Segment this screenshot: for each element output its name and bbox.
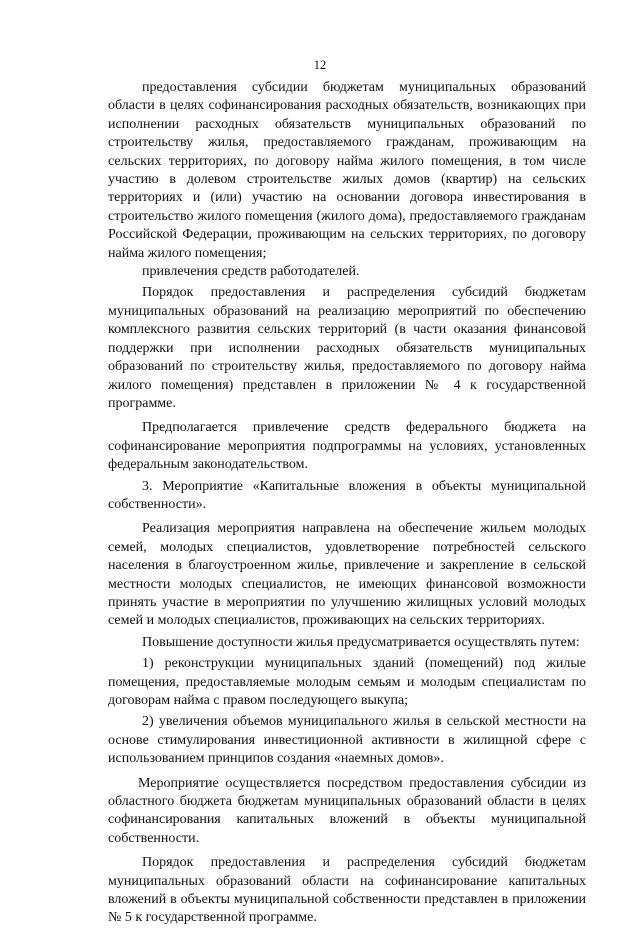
paragraph-federal-budget: Предполагается привлечение средств федерального бюджета на софинансирование мероприятия подпрограммы на условиях, установленных федеральным законодательством. (108, 420, 586, 473)
paragraph-subsidy-mechanism: Мероприятие осуществляется посредством предоставления субсидии из областного бюджета бюджетам муниципальных образований области в целях софинансирования капитальных вложений в объекты муниципальной собственности. (108, 775, 586, 846)
list-item-municipal-housing: 2) увеличения объемов муниципального жилья в сельской местности на основе стимулирования инвестиционной активности в жилищной сфере с использованием принципов создания «наемных домов». (108, 714, 586, 767)
paragraph-subsidy-purpose: предоставления субсидии бюджетам муниципальных образований области в целях софинансирования расходных обязательств, возникающих при исполнении расходных обязательств муниципальных образований по строительству жилья, предоставляемого гражданам, проживающим на сельских территориях, по договору найма жилого помещения, в том числе участию в долевом строительстве жилых домов (квартир) на сельских территориях и (или) участию на основании договора инвестирования в строительство жилого помещения (жилого дома), предоставляемого гражданам Российской Федерации, проживающим на сельских территориях, по договору найма жилого помещения; (108, 80, 586, 261)
paragraph-procedure-appendix-4: Порядок предоставления и распределения субсидий бюджетам муниципальных образований на реализацию мероприятий по обеспечению комплексного развития сельских территорий (в части оказания финансовой поддержки при исполнении расходных обязательств муниципальных образований по строительству жилья, предоставляемого по договору найма жилого помещения) представлен в приложении № 4 к государственной программе. (108, 285, 586, 411)
paragraph-procedure-appendix-5: Порядок предоставления и распределения субсидий бюджетам муниципальных образований области на софинансирование капитальных вложений в объекты муниципальной собственности представлен в приложении № 5 к государственной программе. (108, 855, 586, 926)
paragraph-employer-funds: привлечения средств работодателей. (142, 264, 360, 280)
list-item-reconstruction: 1) реконструкции муниципальных зданий (помещений) под жилые помещения, предоставляемые молодым семьям и молодым специалистам по договорам найма с правом последующего выкупа; (108, 656, 586, 708)
page-number: 12 (313, 58, 327, 72)
paragraph-measure-3-title: 3. Мероприятие «Капитальные вложения в объекты муниципальной собственности». (108, 478, 586, 512)
paragraph-accessibility-intro: Повышение доступности жилья предусматривается осуществлять путем: (142, 634, 580, 650)
document-body (108, 79, 586, 928)
paragraph-measure-goals: Реализация мероприятия направлена на обеспечение жильем молодых семей, молодых специалистов, удовлетворение потребностей сельского населения в благоустроенном жилье, привлечение и закрепление в сельской местности молодых специалистов, не имеющих финансовой возможности принять участие в мероприятии по улучшению жилищных условий молодых семей и молодых специалистов, проживающих на сельских территориях. (108, 521, 586, 629)
